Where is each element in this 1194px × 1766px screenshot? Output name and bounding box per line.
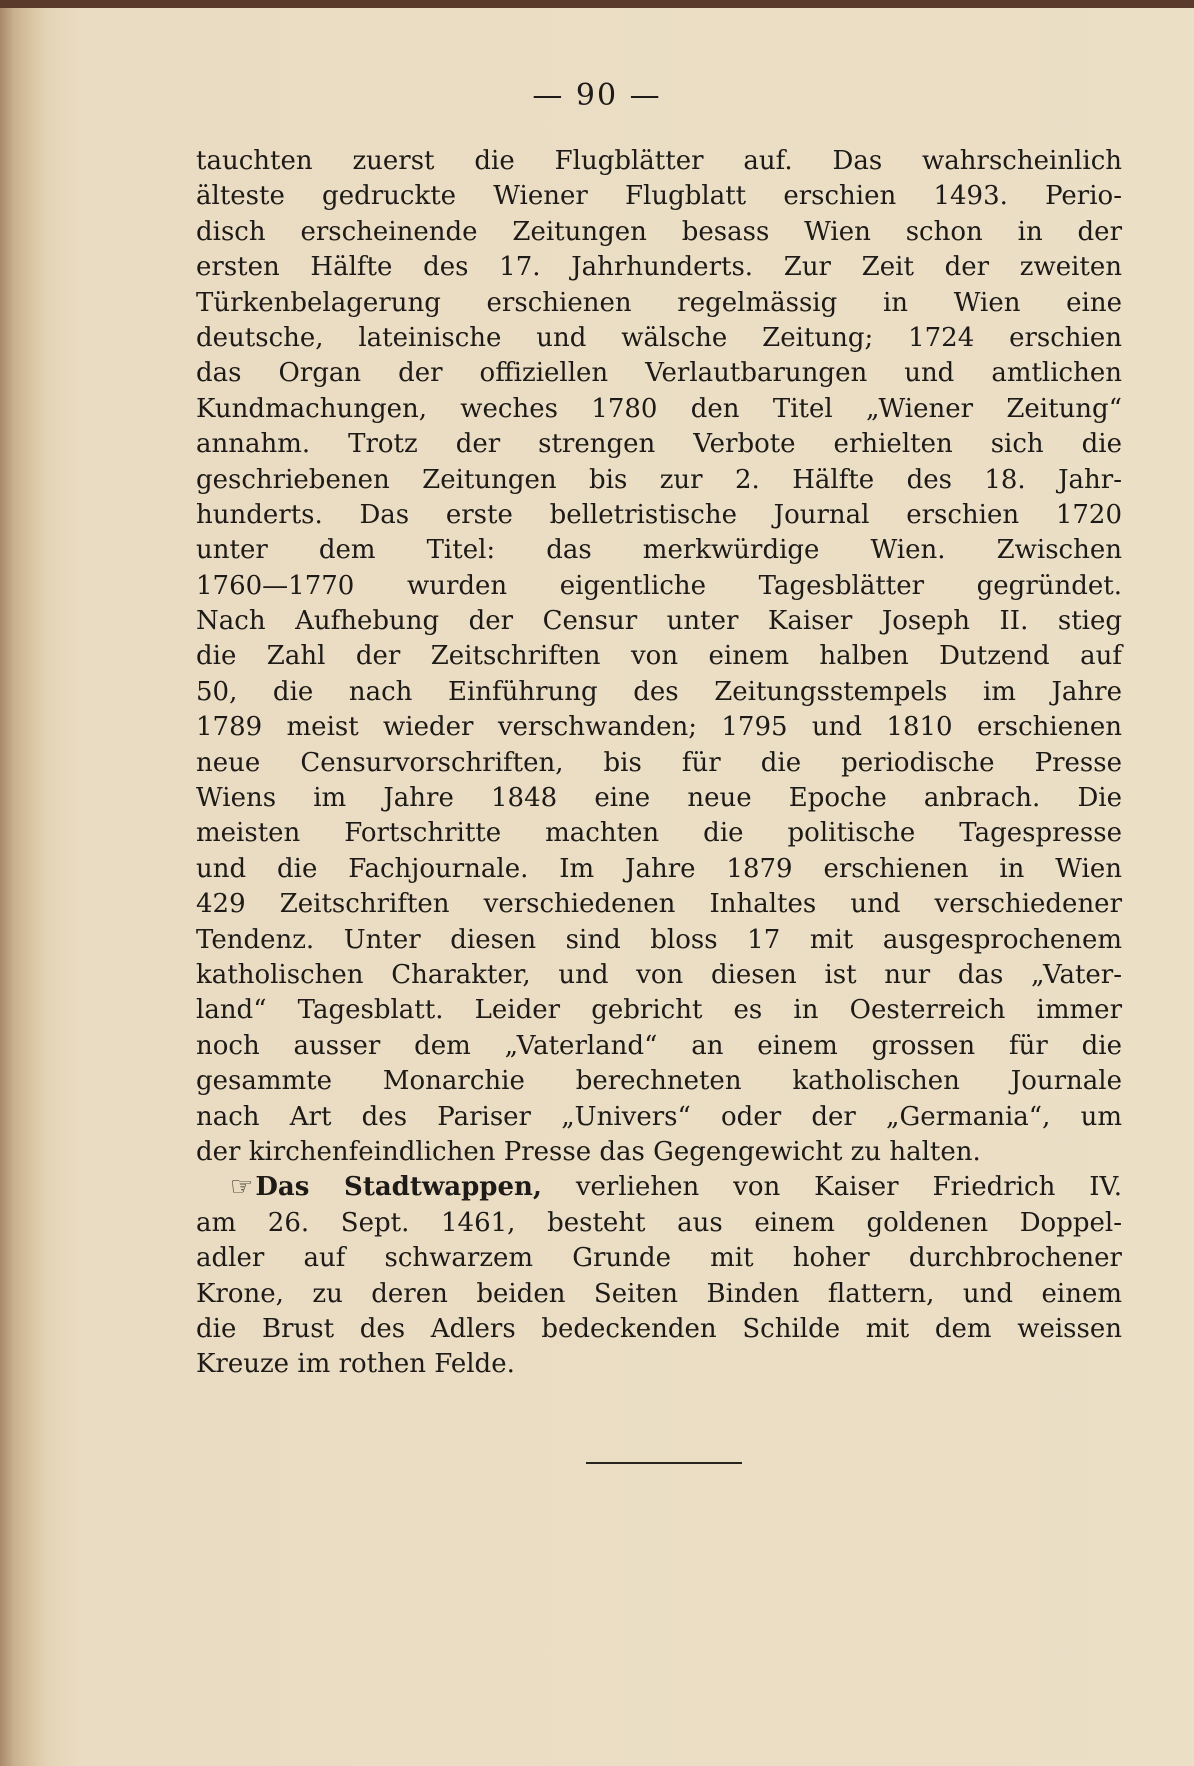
text-line: neue Censurvorschriften, bis für die periodische Presse [196, 747, 1122, 778]
text-line: Wiens im Jahre 1848 eine neue Epoche anbrach. Die [196, 783, 1122, 814]
text-line: meisten Fortschritte machten die politische Tagespresse [196, 818, 1122, 849]
text-line: der kirchenfeindlichen Presse das Gegengewicht zu halten. [196, 1136, 981, 1167]
end-rule-divider [586, 1462, 742, 1464]
text-line: geschriebenen Zeitungen bis zur 2. Hälfte des 18. Jahr- [196, 464, 1122, 495]
text-line: deutsche, lateinische und wälsche Zeitung; 1724 erschien [196, 322, 1122, 353]
text-line: Türkenbelagerung erschienen regelmässig in Wien eine [196, 287, 1122, 318]
text-line: 50, die nach Einführung des Zeitungsstempels im Jahre [196, 676, 1122, 707]
text-line: hunderts. Das erste belletristische Journal erschien 1720 [196, 499, 1122, 530]
paragraph-coat-of-arms [196, 1170, 1122, 1382]
text-line: 1789 meist wieder verschwanden; 1795 und 1810 erschienen [196, 712, 1122, 743]
text-line: und die Fachjournale. Im Jahre 1879 erschienen in Wien [196, 853, 1122, 884]
text-line: Nach Aufhebung der Censur unter Kaiser Joseph II. stieg [196, 606, 1122, 637]
text-line: Tendenz. Unter diesen sind bloss 17 mit ausgesprochenem [196, 924, 1122, 955]
paragraph-press-history [196, 144, 1122, 1170]
text-line: älteste gedruckte Wiener Flugblatt erschien 1493. Perio- [196, 181, 1122, 212]
text-line: 429 Zeitschriften verschiedenen Inhaltes und verschiedener [196, 889, 1122, 920]
text-line: am 26. Sept. 1461, besteht aus einem goldenen Doppel- [196, 1207, 1122, 1238]
text-line: katholischen Charakter, und von diesen ist nur das „Vater- [196, 959, 1122, 990]
text-line: Kreuze im rothen Felde. [196, 1349, 515, 1380]
text-line [196, 1170, 1122, 1205]
text-line: nach Art des Pariser „Univers“ oder der „Germania“, um [196, 1101, 1122, 1132]
text-line: die Brust des Adlers bedeckenden Schilde mit dem weissen [196, 1313, 1122, 1344]
text-line: die Zahl der Zeitschriften von einem halben Dutzend auf [196, 641, 1122, 672]
text-line: disch erscheinende Zeitungen besass Wien schon in der [196, 216, 1122, 247]
text-line: land“ Tagesblatt. Leider gebricht es in Oesterreich immer [196, 995, 1122, 1026]
text-line-rest: verliehen von Kaiser Friedrich IV. [575, 1172, 1122, 1203]
text-line: Kundmachungen, weches 1780 den Titel „Wiener Zeitung“ [196, 393, 1122, 424]
paragraph-lines [196, 1206, 1122, 1383]
text-line: adler auf schwarzem Grunde mit hoher durchbrochener [196, 1243, 1122, 1274]
text-line: tauchten zuerst die Flugblätter auf. Das wahrscheinlich [196, 146, 1122, 176]
section-heading: Das Stadtwappen, [255, 1172, 542, 1203]
text-line: gesammte Monarchie berechneten katholischen Journale [196, 1066, 1122, 1097]
text-line: annahm. Trotz der strengen Verbote erhielten sich die [196, 429, 1122, 460]
text-line: Krone, zu deren beiden Seiten Binden flattern, und einem [196, 1278, 1122, 1309]
page-number: — 90 — [532, 78, 662, 113]
text-line: ersten Hälfte des 17. Jahrhunderts. Zur Zeit der zweiten [196, 252, 1122, 283]
pointing-hand-icon: ☞ [230, 1172, 254, 1203]
text-line: 1760—1770 wurden eigentliche Tagesblätter gegründet. [196, 570, 1122, 601]
page-body [196, 144, 1122, 1383]
page-top-edge [0, 0, 1194, 8]
text-line: das Organ der offiziellen Verlautbarungen und amtlichen [196, 358, 1122, 389]
text-line: noch ausser dem „Vaterland“ an einem grossen für die [196, 1030, 1122, 1061]
text-line: unter dem Titel: das merkwürdige Wien. Zwischen [196, 535, 1122, 566]
